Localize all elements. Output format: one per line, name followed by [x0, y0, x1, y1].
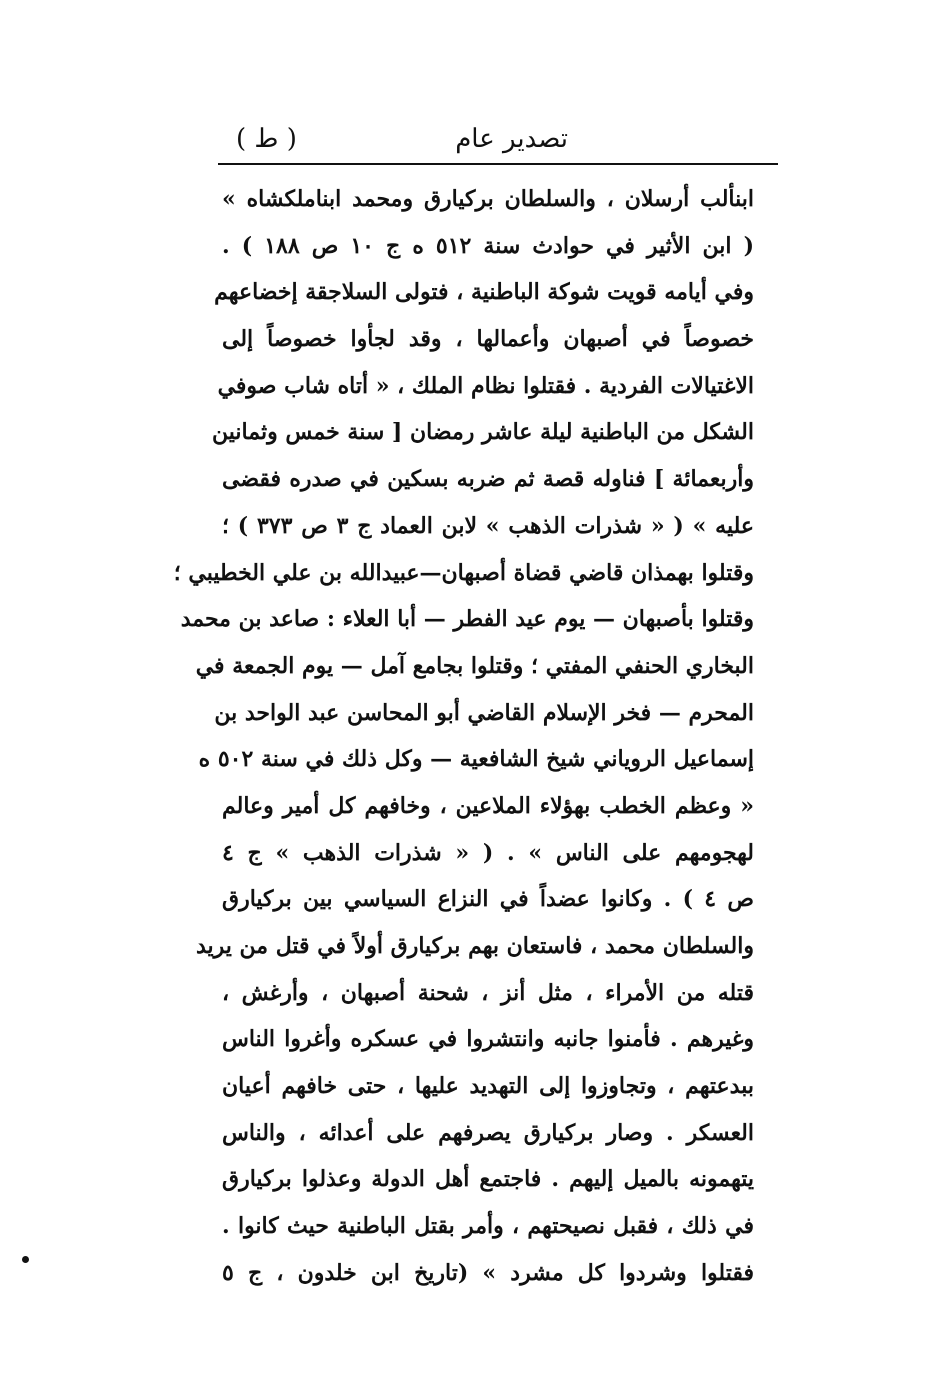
text-line: العسكر . وصار بركيارق يصرفهم على أعدائه ، والناس	[222, 1119, 754, 1146]
text-line: وقتلوا بأصبهان — يوم عيد الفطر — أبا العلاء : صاعد بن محمد	[180, 606, 754, 633]
text-line: خصوصاً في أصبهان وأعمالها ، وقد لجأوا خصوصاً إلى	[222, 326, 754, 353]
header-title: تصدير عام	[455, 124, 568, 154]
text-line: الشكل من الباطنية ليلة عاشر رمضان [ سنة خمس وثمانين	[212, 419, 754, 446]
text-line: قتله من الأمراء ، مثل أنز ، شحنة أصبهان ، وأرغش ،	[222, 979, 755, 1006]
text-line: والسلطان محمد ، فاستعان بهم بركيارق أولاً في قتل من يريد	[195, 933, 754, 959]
text-line: وغيرهم . فأمنوا جانبه وانتشروا في عسكره وأغروا الناس	[222, 1026, 754, 1053]
text-line: عليه » ( « شذرات الذهب » لابن العماد ج ٣ ص ٣٧٣ ) ؛	[222, 512, 754, 539]
text-line: لهجومهم على الناس » . ( « شذرات الذهب » ج ٤	[222, 839, 754, 866]
text-line: « وعظم الخطب بهؤلاء الملاعين ، وخافهم كل أمير وعالم	[222, 792, 754, 819]
margin-dot	[22, 1256, 29, 1263]
text-line: وقتلوا بهمذان قاضي قضاة أصبهان—عبيدالله بن علي الخطيبي ؛	[173, 559, 754, 586]
text-line: وأربعمائة ] فناوله قصة ثم ضربه بسكين في صدره فقضى	[222, 466, 754, 493]
text-line: ص ٤ ) . وكانوا عضداً في النزاع السياسي بين بركيارق	[222, 886, 754, 913]
text-line: البخاري الحنفي المفتي ؛ وقتلوا بجامع آمل — يوم الجمعة في	[195, 652, 754, 679]
text-line: الاغتيالات الفردية . فقتلوا نظام الملك ، « أتاه شاب صوفي	[217, 372, 754, 399]
text-line: وفي أيامه قويت شوكة الباطنية ، فتولى السلاجقة إخضاعهم	[214, 279, 754, 306]
text-line: ابنألب أرسلان ، والسلطان بركيارق ومحمد ابناملكشاه »	[222, 186, 754, 212]
text-line: في ذلك ، فقبل نصيحتهم ، وأمر بقتل الباطنية حيث كانوا .	[222, 1213, 754, 1240]
text-line: فقتلوا وشردوا كل مشرد » (تاريخ ابن خلدون ، ج ٥	[222, 1259, 754, 1286]
text-line: إسماعيل الروياني شيخ الشافعية — وكل ذلك في سنة ٥٠٢ ه	[198, 746, 754, 773]
text-line: يتهمونه بالميل إليهم . فاجتمع أهل الدولة وعذلوا بركيارق	[222, 1166, 754, 1193]
page-header	[228, 118, 778, 160]
text-line: ببدعتهم ، وتجاوزوا إلى التهديد عليها ، حتى خافهم أعيان	[222, 1073, 754, 1100]
header-divider	[218, 163, 778, 165]
text-line: المحرم — فخر الإسلام القاضي أبو المحاسن عبد الواحد بن	[214, 699, 754, 726]
page-number: ( ط )	[236, 124, 297, 154]
body-text	[173, 176, 755, 1297]
text-line: ( ابن الأثير في حوادث سنة ٥١٢ ه ج ١٠ ص ١٨٨ ) .	[222, 232, 754, 259]
